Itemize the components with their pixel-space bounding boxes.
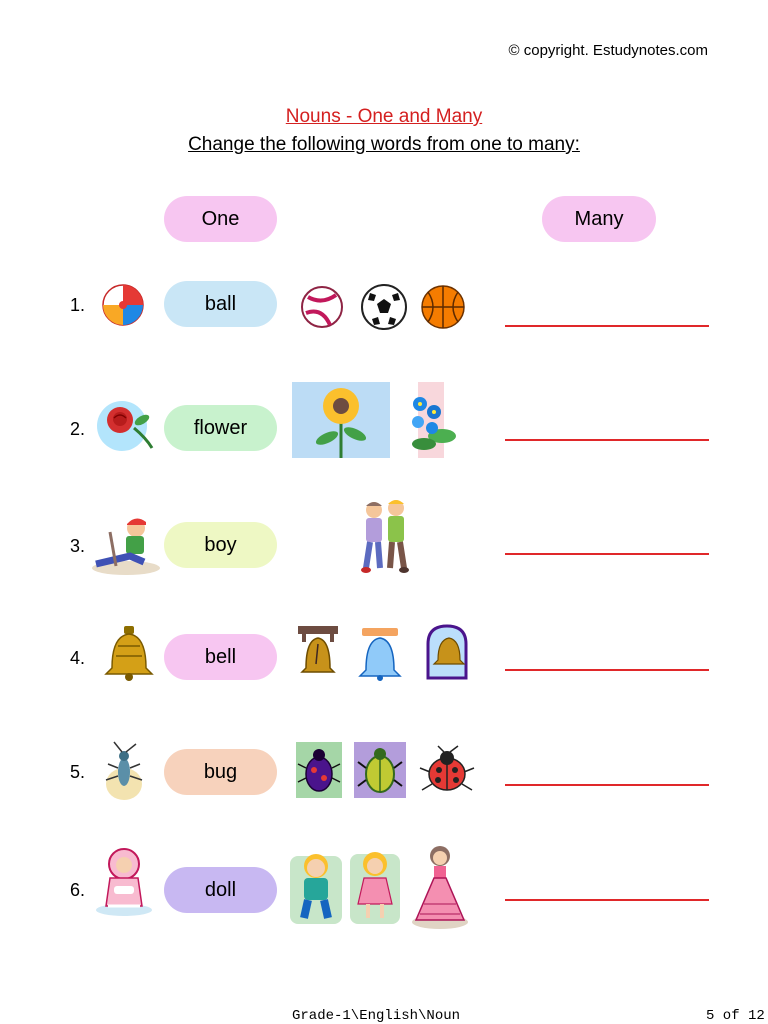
- soccer-ball-icon: [360, 283, 408, 331]
- beach-ball-icon: [100, 282, 146, 328]
- word-flower: flower: [164, 405, 277, 451]
- scarab-beetle-icon: [354, 742, 406, 798]
- one-column-header: One: [164, 196, 277, 242]
- footer-path: Grade-1\English\Noun: [292, 1008, 461, 1024]
- page-number: 5 of 12: [706, 1008, 765, 1024]
- answer-line[interactable]: [505, 784, 709, 786]
- worksheet-title: Nouns - One and Many: [285, 106, 483, 127]
- item-number: 2.: [70, 419, 86, 439]
- beetle-icon: [296, 742, 342, 798]
- item-number: 3.: [70, 536, 86, 556]
- item-number: 5.: [70, 762, 86, 782]
- word-bug: bug: [164, 749, 277, 795]
- answer-line[interactable]: [505, 669, 709, 671]
- word-ball: ball: [164, 281, 277, 327]
- worksheet-instruction: Change the following words from one to many:: [188, 134, 580, 155]
- rose-icon: [96, 398, 156, 454]
- ladybug-icon: [418, 744, 476, 798]
- item-number: 6.: [70, 880, 86, 900]
- winter-doll-icon: [94, 846, 154, 918]
- bell-window-icon: [424, 624, 470, 680]
- item-number: 4.: [70, 648, 86, 668]
- answer-line[interactable]: [505, 325, 709, 327]
- basketball-icon: [420, 284, 466, 330]
- princess-doll-icon: [408, 842, 472, 930]
- sunflower-icon: [292, 382, 390, 458]
- forget-me-not-icon: [404, 382, 458, 458]
- blue-bell-icon: [354, 626, 406, 682]
- copyright-notice: © copyright. Estudynotes.com: [508, 42, 708, 59]
- word-boy: boy: [164, 522, 277, 568]
- word-doll: doll: [164, 867, 277, 913]
- two-boys-icon: [352, 496, 418, 576]
- boy-doll-icon: [290, 848, 342, 924]
- answer-line[interactable]: [505, 439, 709, 441]
- item-number: 1.: [70, 295, 86, 315]
- volleyball-icon: [300, 285, 344, 329]
- answer-line[interactable]: [505, 553, 709, 555]
- many-column-header: Many: [542, 196, 656, 242]
- girl-doll-icon: [350, 848, 400, 926]
- golden-bell-icon: [100, 624, 158, 682]
- cricket-icon: [100, 740, 148, 804]
- liberty-bell-icon: [296, 624, 340, 678]
- sitting-boy-icon: [86, 512, 162, 576]
- word-bell: bell: [164, 634, 277, 680]
- answer-line[interactable]: [505, 899, 709, 901]
